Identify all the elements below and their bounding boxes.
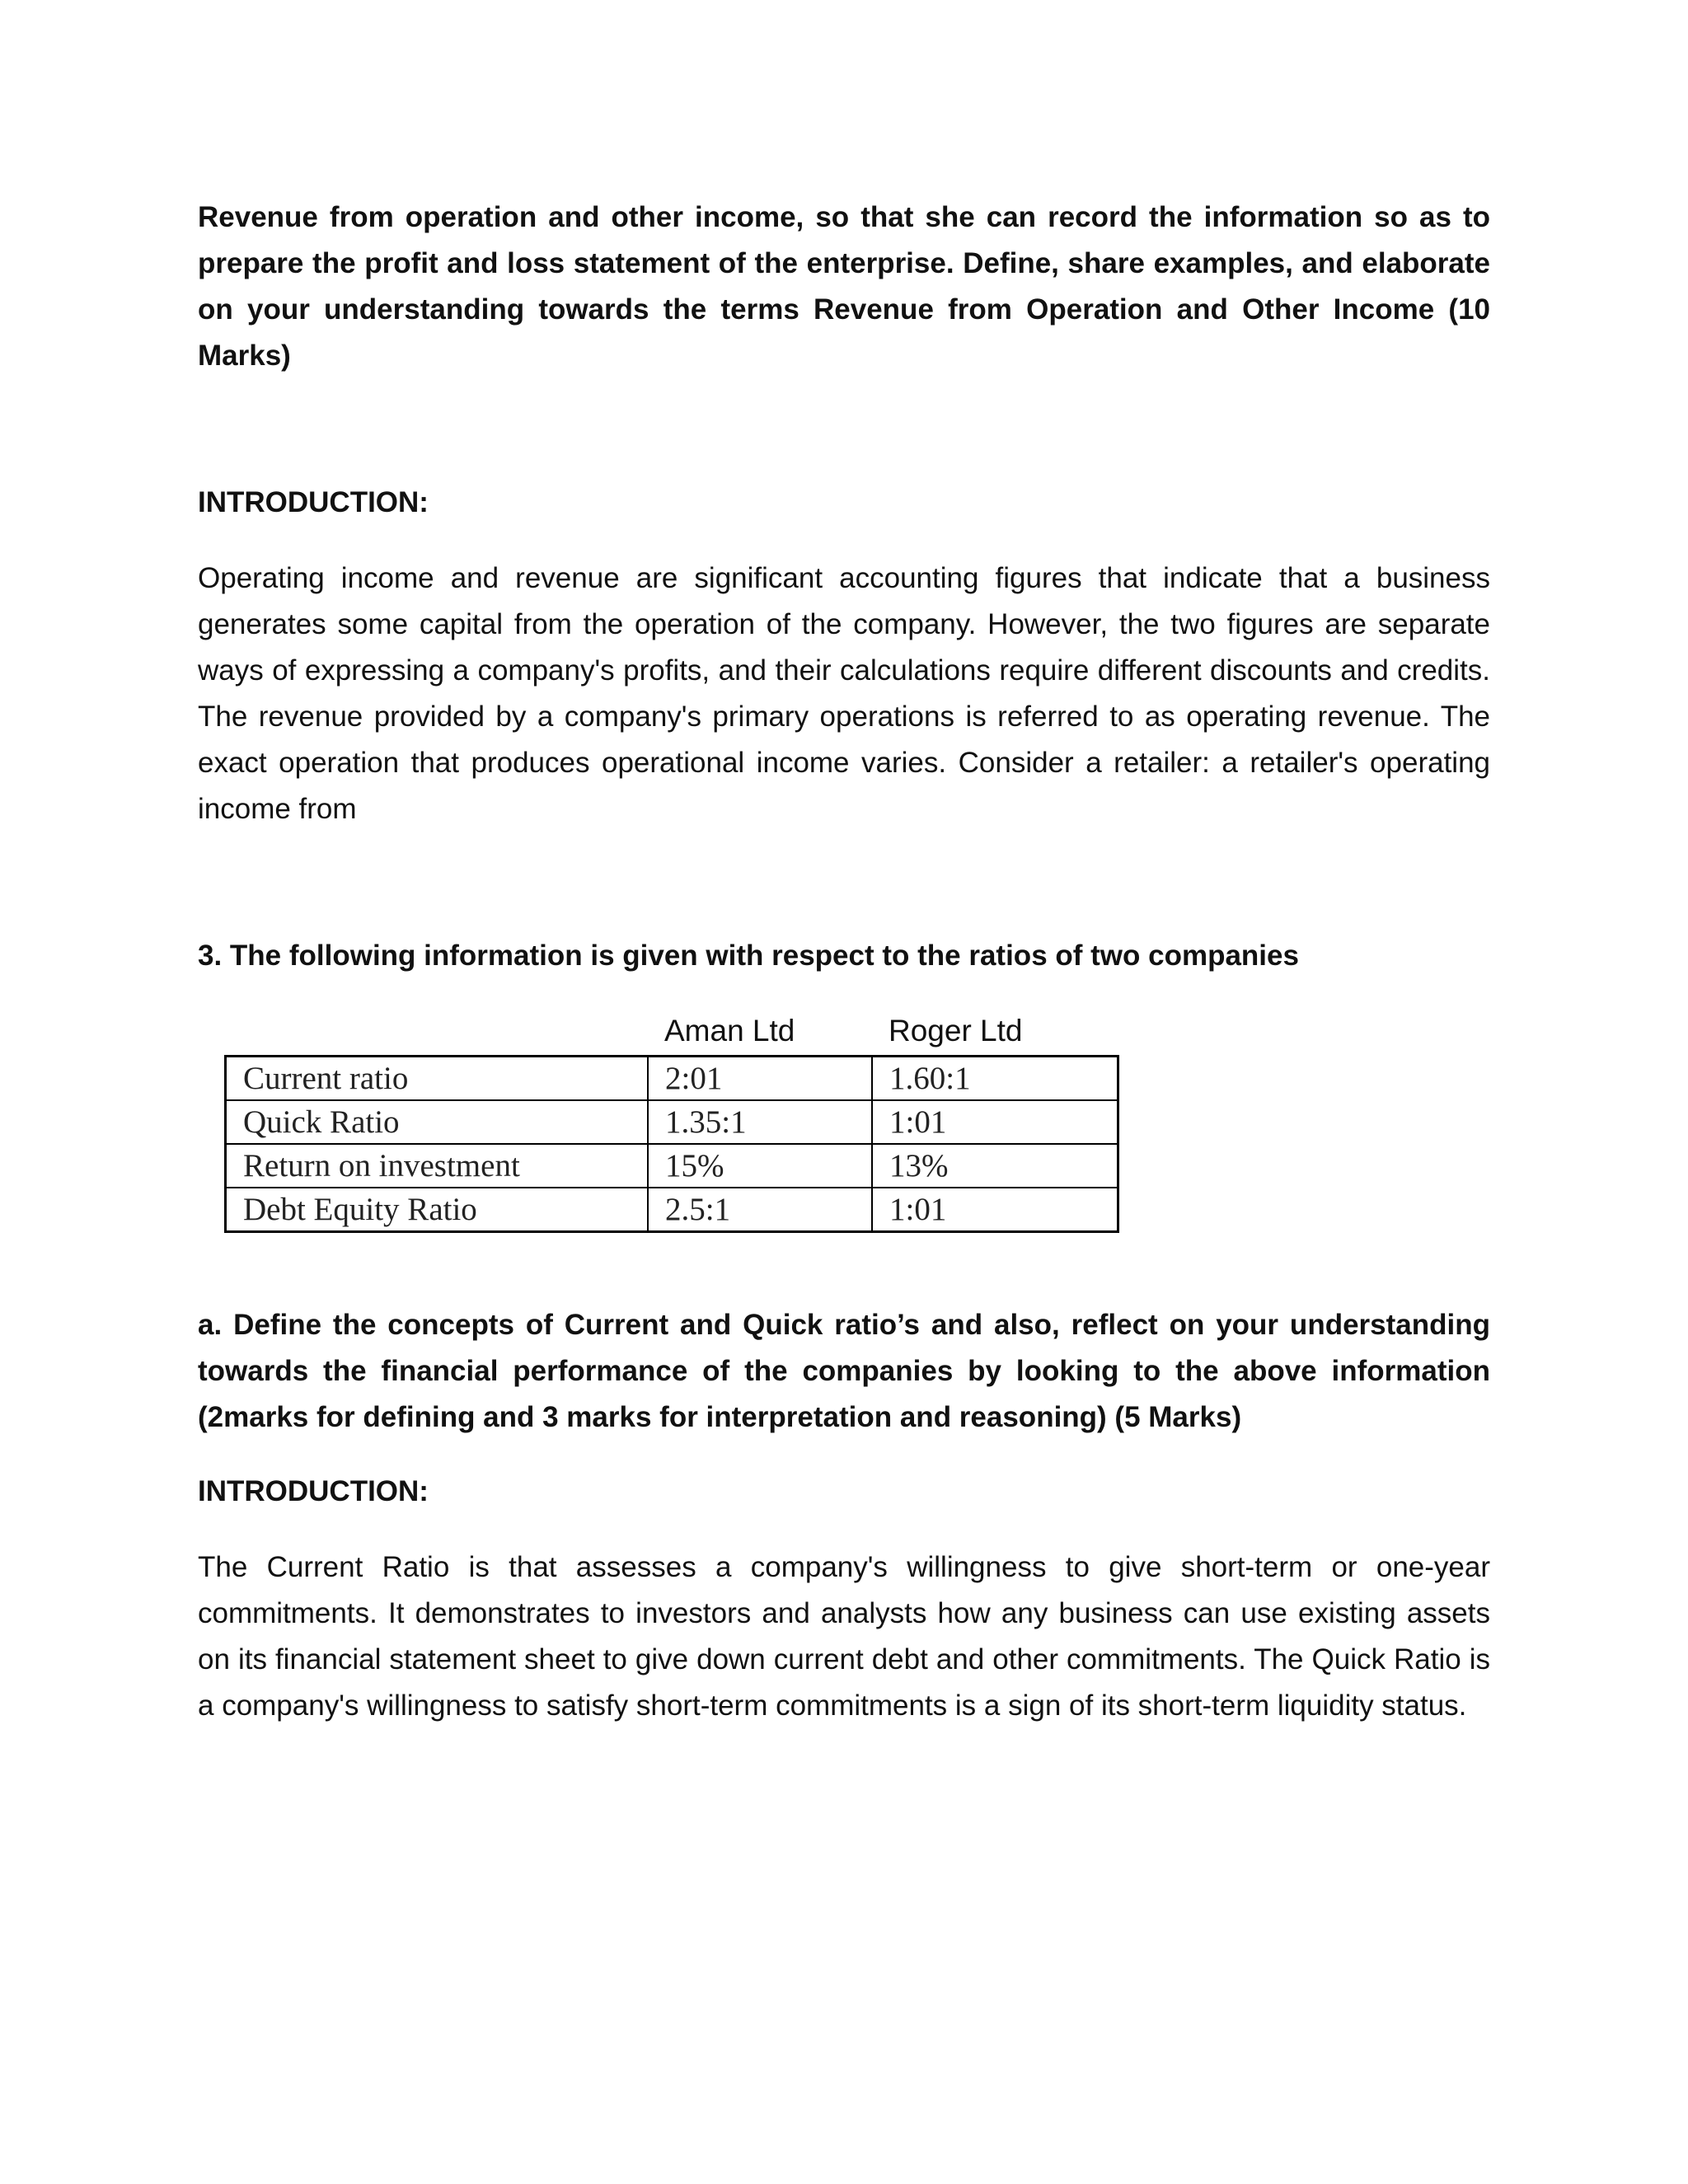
table-row (226, 1100, 1118, 1144)
aman-value: 1.35:1 (648, 1100, 872, 1144)
section-1-heading: INTRODUCTION: (198, 486, 429, 518)
table-row (226, 1188, 1118, 1232)
table-row (226, 1057, 1118, 1101)
row-label: Quick Ratio (226, 1100, 649, 1144)
row-label: Return on investment (226, 1144, 649, 1188)
aman-value: 2:01 (648, 1057, 872, 1101)
row-label: Current ratio (226, 1057, 649, 1101)
aman-value: 15% (648, 1144, 872, 1188)
roger-value: 1.60:1 (872, 1057, 1118, 1101)
ratio-table (224, 1055, 1119, 1233)
question-3a-prompt: a. Define the concepts of Current and Quick ratio’s and also, reflect on your understanding towards the financial performance of the companies by looking to the above information (2marks for defining and 3 marks for interpretation and reasoning) (5 Marks) (198, 1309, 1490, 1433)
row-label: Debt Equity Ratio (226, 1188, 649, 1232)
question-3-heading: 3. The following information is given with respect to the ratios of two companies (198, 940, 1299, 972)
section-2-heading: INTRODUCTION: (198, 1475, 429, 1507)
question-2-prompt: Revenue from operation and other income, so that she can record the information so as to prepare the profit and loss statement of the enterprise. Define, share examples, and elaborate on your understanding towards the terms Revenue from Operation and Other Income (10 Marks) (198, 201, 1490, 372)
column-header-roger: Roger Ltd (889, 1014, 1023, 1047)
roger-value: 1:01 (872, 1100, 1118, 1144)
section-2-body: The Current Ratio is that assesses a company's willingness to give short-term or one-year commitments. It demonstrates to investors and analysts how any business can use existing assets on its financial statement sheet to give down current debt and other commitments. The Quick Ratio is a company's willingness to satisfy short-term commitments is a sign of its short-term liquidity status. (198, 1551, 1490, 1722)
table-row (226, 1144, 1118, 1188)
column-header-aman: Aman Ltd (664, 1014, 795, 1047)
roger-value: 13% (872, 1144, 1118, 1188)
aman-value: 2.5:1 (648, 1188, 872, 1232)
section-1-body: Operating income and revenue are significant accounting figures that indicate that a business generates some capital from the operation of the company. However, the two figures are separate ways of expressing a company's profits, and their calculations require different discounts and credits. The revenue provided by a company's primary operations is referred to as operating revenue. The exact operation that produces operational income varies. Consider a retailer: a retailer's operating income from (198, 562, 1490, 825)
roger-value: 1:01 (872, 1188, 1118, 1232)
